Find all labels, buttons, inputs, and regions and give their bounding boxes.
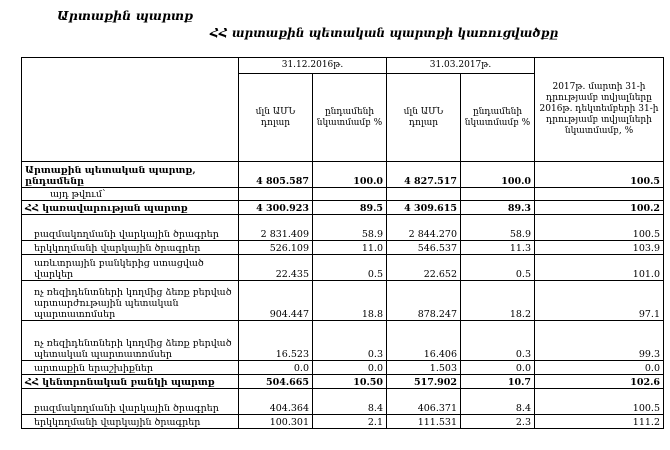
row-label: բազմակողմանի վարկային ծրագրեր [22, 215, 239, 241]
row-label: արտաքին երաշխիքներ [22, 361, 239, 375]
value-2016: 0.0 [239, 361, 313, 375]
row-label: Արտաքին պետական պարտք, ընդամենը [22, 162, 239, 188]
table-row [22, 201, 664, 215]
header-share-2: ընդամենի նկատմամբ % [461, 74, 535, 162]
change-pct: 99.3 [535, 321, 664, 361]
share-2017: 8.4 [461, 389, 535, 415]
value-2017: 878.247 [387, 281, 461, 321]
table-row [22, 389, 664, 415]
share-2017: 89.3 [461, 201, 535, 215]
value-2017: 4 827.517 [387, 162, 461, 188]
row-label: ոչ ռեզիդենտների կողմից ձեռք բերված արտարժութային պետական պարտատոմսեր [22, 281, 239, 321]
change-pct: 103.9 [535, 241, 664, 255]
change-pct: 101.0 [535, 255, 664, 281]
table-row [22, 241, 664, 255]
change-pct: 100.5 [535, 162, 664, 188]
value-2016: 16.523 [239, 321, 313, 361]
share-2016: 58.9 [313, 215, 387, 241]
value-2016: 526.109 [239, 241, 313, 255]
table-row [22, 255, 664, 281]
change-pct: 100.5 [535, 389, 664, 415]
value-2016 [239, 188, 313, 201]
share-2016: 0.0 [313, 361, 387, 375]
value-2016: 904.447 [239, 281, 313, 321]
share-2016: 11.0 [313, 241, 387, 255]
header-amount-1: մլն ԱՄՆ դոլար [239, 74, 313, 162]
share-2017 [461, 188, 535, 201]
share-2016: 0.5 [313, 255, 387, 281]
header-date-mar-2017: 31.03.2017թ. [387, 58, 535, 74]
value-2017: 16.406 [387, 321, 461, 361]
header-share-1: ընդամենի նկատմամբ % [313, 74, 387, 162]
value-2017: 4 309.615 [387, 201, 461, 215]
header-date-dec-2016: 31.12.2016թ. [239, 58, 387, 74]
share-2017: 0.3 [461, 321, 535, 361]
row-label: երկկողմանի վարկային ծրագրեր [22, 241, 239, 255]
change-pct: 97.1 [535, 281, 664, 321]
table-row [22, 321, 664, 361]
header-empty [22, 58, 239, 162]
change-pct: 100.2 [535, 201, 664, 215]
table-row [22, 281, 664, 321]
share-2016 [313, 188, 387, 201]
header-amount-2: մլն ԱՄՆ դոլար [387, 74, 461, 162]
share-2017: 58.9 [461, 215, 535, 241]
page-title: Արտաքին պարտք [57, 8, 194, 23]
value-2017: 406.371 [387, 389, 461, 415]
value-2017 [387, 188, 461, 201]
row-label: ՀՀ կենտրոնական բանկի պարտք [22, 375, 239, 389]
share-2017: 100.0 [461, 162, 535, 188]
table-row [22, 361, 664, 375]
change-pct: 111.2 [535, 415, 664, 429]
share-2016: 0.3 [313, 321, 387, 361]
share-2017: 0.5 [461, 255, 535, 281]
row-label: ՀՀ կառավարության պարտք [22, 201, 239, 215]
change-pct: 102.6 [535, 375, 664, 389]
table-row [22, 188, 664, 201]
change-pct [535, 188, 664, 201]
row-label: առևտրային բանկերից ստացված վարկեր [22, 255, 239, 281]
header-change: 2017թ. մարտի 31-ի դրությամբ տվյալները 2016թ. դեկտեմբերի 31-ի դրությամբ տվյալների նկատմամբ, % [535, 58, 664, 162]
value-2017: 22.652 [387, 255, 461, 281]
share-2016: 89.5 [313, 201, 387, 215]
share-2016: 2.1 [313, 415, 387, 429]
share-2016: 10.50 [313, 375, 387, 389]
row-label: ոչ ռեզիդենտների կողմից ձեռք բերված պետական պարտատոմսեր [22, 321, 239, 361]
debt-structure-table [21, 57, 664, 429]
change-pct: 0.0 [535, 361, 664, 375]
share-2016: 100.0 [313, 162, 387, 188]
table-title: ՀՀ արտաքին պետական պարտքի կառուցվածքը [210, 26, 559, 40]
row-label: բազմակողմանի վարկային ծրագրեր [22, 389, 239, 415]
share-2017: 2.3 [461, 415, 535, 429]
value-2017: 1.503 [387, 361, 461, 375]
share-2017: 0.0 [461, 361, 535, 375]
value-2016: 404.364 [239, 389, 313, 415]
row-label: այդ թվում՝ [22, 188, 239, 201]
share-2016: 18.8 [313, 281, 387, 321]
table-row [22, 375, 664, 389]
value-2016: 4 805.587 [239, 162, 313, 188]
value-2016: 4 300.923 [239, 201, 313, 215]
table-row [22, 215, 664, 241]
share-2017: 11.3 [461, 241, 535, 255]
value-2017: 546.537 [387, 241, 461, 255]
value-2017: 111.531 [387, 415, 461, 429]
table-row [22, 162, 664, 188]
share-2017: 18.2 [461, 281, 535, 321]
value-2016: 22.435 [239, 255, 313, 281]
value-2016: 504.665 [239, 375, 313, 389]
change-pct: 100.5 [535, 215, 664, 241]
value-2016: 2 831.409 [239, 215, 313, 241]
value-2017: 2 844.270 [387, 215, 461, 241]
value-2017: 517.902 [387, 375, 461, 389]
row-label: երկկողմանի վարկային ծրագրեր [22, 415, 239, 429]
table-row [22, 415, 664, 429]
value-2016: 100.301 [239, 415, 313, 429]
share-2016: 8.4 [313, 389, 387, 415]
share-2017: 10.7 [461, 375, 535, 389]
